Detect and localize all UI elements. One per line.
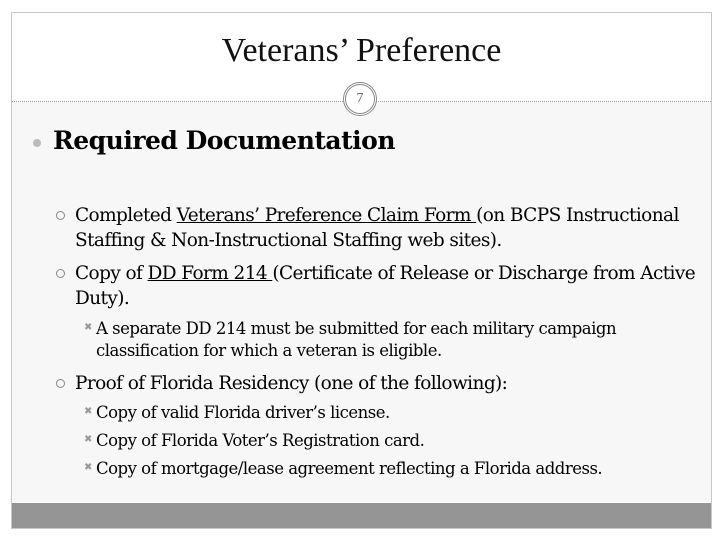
x-bullet-icon: ✖ — [84, 406, 93, 417]
section-heading: Required Documentation — [53, 126, 396, 155]
circle-bullet-icon — [56, 269, 65, 278]
list-item: Proof of Florida Residency (one of the following): — [75, 373, 508, 394]
sub-list-item: Copy of Florida Voter’s Registration card. — [96, 431, 425, 450]
footer-band — [12, 503, 711, 528]
bullet-icon — [33, 139, 41, 147]
claim-form-link[interactable]: Veterans’ Preference Claim Form — [176, 205, 477, 226]
item-text: (on BCPS Instructional Staffing & Non-Instructional Staffing web sites). — [75, 205, 679, 251]
circle-bullet-icon — [56, 211, 65, 220]
sub-list-item: Copy of valid Florida driver’s license. — [96, 403, 390, 422]
x-bullet-icon: ✖ — [84, 322, 93, 333]
item-text: Copy of — [75, 263, 148, 284]
item-text: Completed — [75, 205, 177, 226]
circle-bullet-icon — [56, 379, 65, 388]
sub-list-item: Copy of mortgage/lease agreement reflecting a Florida address. — [96, 459, 603, 478]
x-bullet-icon: ✖ — [84, 462, 93, 473]
x-bullet-icon: ✖ — [84, 434, 93, 445]
list-item — [75, 261, 705, 311]
slide-title: Veterans’ Preference — [221, 32, 502, 69]
slide-number-badge: 7 — [343, 82, 377, 116]
list-item — [75, 203, 705, 253]
item-text: (Certificate of Release or Discharge from Active Duty). — [75, 263, 696, 309]
dd214-link[interactable]: DD Form 214 — [147, 263, 273, 284]
sub-list-item: A separate DD 214 must be submitted for each military campaign classification for which a veteran is eligible. — [96, 319, 617, 360]
